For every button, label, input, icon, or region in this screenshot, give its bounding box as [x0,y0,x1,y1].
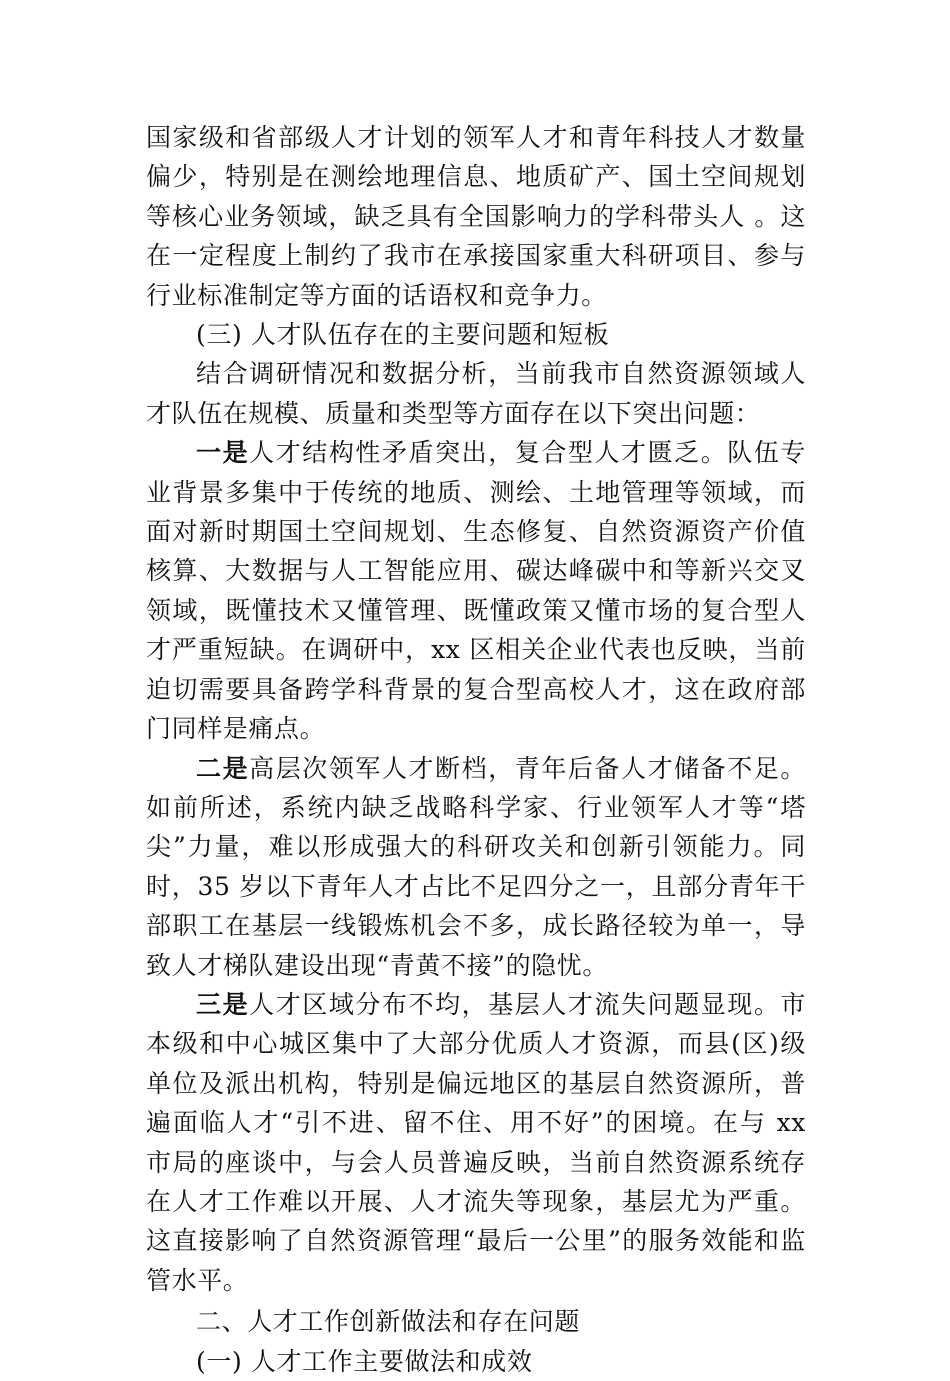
subheading-1: (一) 人才工作主要做法和成效 [196,1346,533,1376]
paragraph-4 [146,749,806,985]
paragraph-1: 国家级和省部级人才计划的领军人才和青年科技人才数量偏少，特别是在测绘地理信息、地质矿产、国土空间规划等核心业务领域，缺乏具有全国影响力的学科带头人 。这在一定程度上制约了我市在承接国家重大科研项目、参与行业标准制定等方面的话语权和竞争力。 [146,123,806,310]
document-body [146,118,806,1381]
paragraph-2: 结合调研情况和数据分析，当前我市自然资源领域人才队伍在规模、质量和类型等方面存在以下突出问题： [146,359,806,428]
subheading-3: (三) 人才队伍存在的主要问题和短板 [196,320,610,350]
paragraph-4-text: 高层次领军人才断档，青年后备人才储备不足。如前所述，系统内缺乏战略科学家、行业领军人才等“塔尖”力量，难以形成强大的科研攻关和创新引领能力。同时，35 岁以下青年人才占比不足四分之一，且部分青年干部职工在基层一线锻炼机会不多，成长路径较为单一，导致人才梯队建设出现“青黄不接”的隐忧。 [146,753,807,980]
paragraph-3-lead: 一是 [196,438,250,468]
paragraph-5-text: 人才区域分布不均，基层人才流失问题显现。市本级和中心城区集中了大部分优质人才资源，而县(区)级单位及派出机构，特别是偏远地区的基层自然资源所，普遍面临人才“引不进、留不住、用不好”的困境。在与 xx 市局的座谈中，与会人员普遍反映，当前自然资源系统存在人才工作难以开展、人才流失等现象，基层尤为严重。这直接影响了自然资源管理“最后一公里”的服务效能和监管水平。 [146,989,807,1295]
paragraph-3 [146,433,806,748]
section-heading-2: 二、人才工作创新做法和存在问题 [196,1307,581,1337]
paragraph-4-lead: 二是 [196,753,250,783]
paragraph-3-text: 人才结构性矛盾突出，复合型人才匮乏。队伍专业背景多集中于传统的地质、测绘、土地管理等领域，而面对新时期国土空间规划、生态修复、自然资源资产价值核算、大数据与人工智能应用、碳达峰碳中和等新兴交叉领域，既懂技术又懂管理、既懂政策又懂市场的复合型人才严重短缺。在调研中，xx 区相关企业代表也反映，当前迫切需要具备跨学科背景的复合型高校人才，这在政府部门同样是痛点。 [146,438,807,744]
paragraph-5 [146,985,806,1300]
paragraph-5-lead: 三是 [196,989,250,1019]
